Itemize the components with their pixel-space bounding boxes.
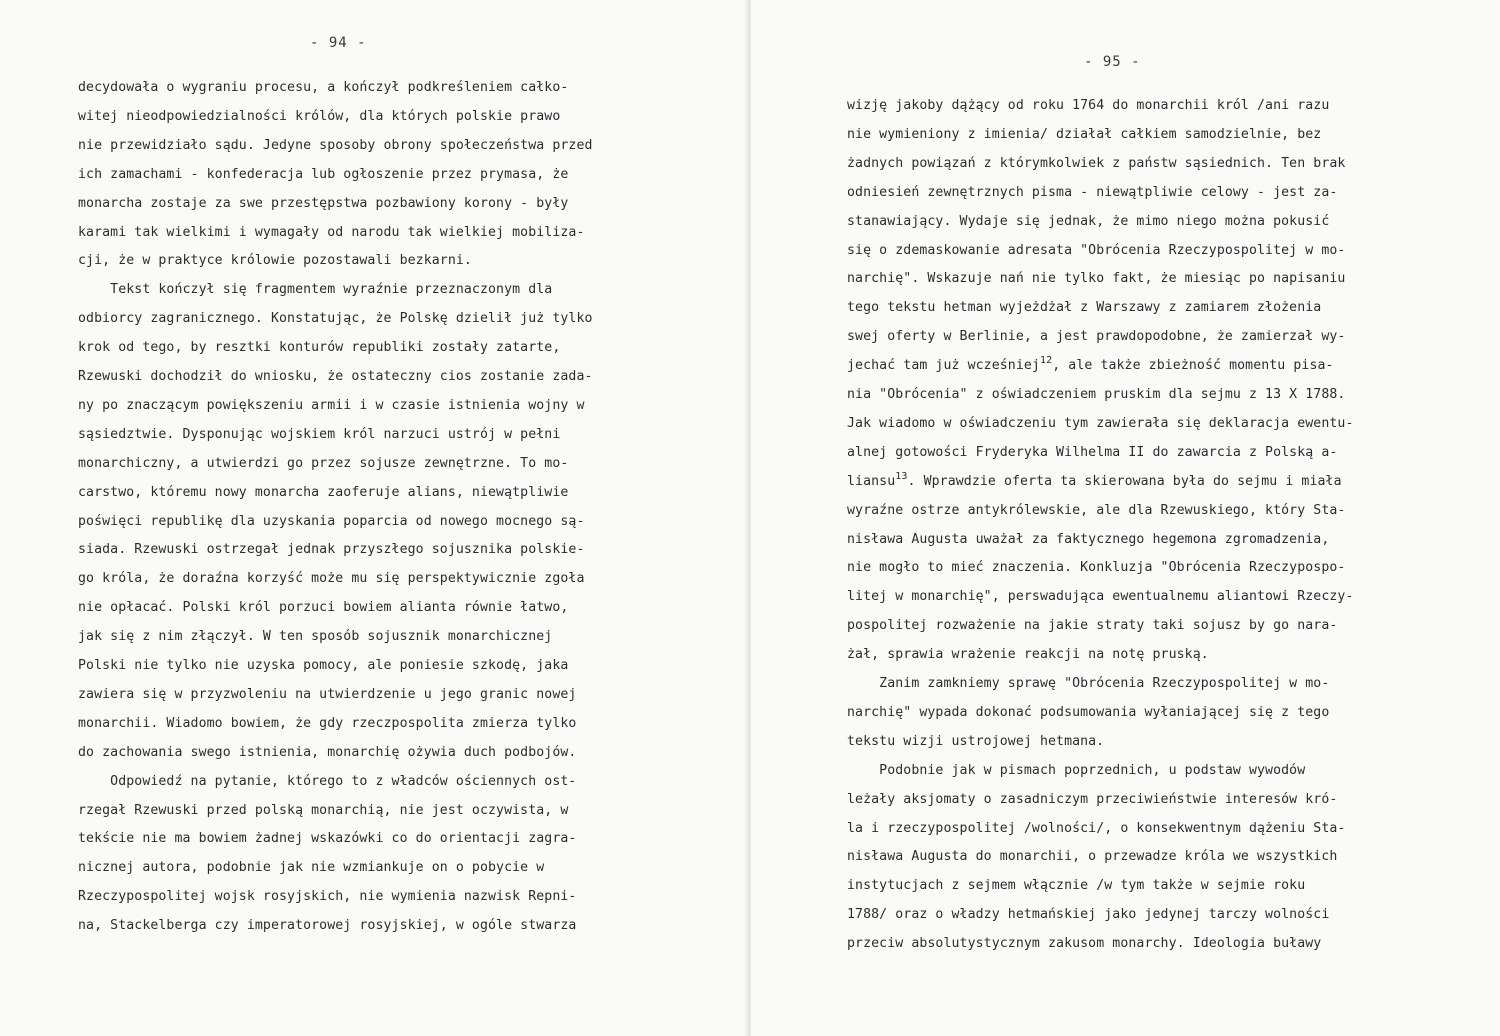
left-page-line (78, 629, 552, 645)
line-text: zawiera się w przyzwoleniu na utwierdzenie u jego granic nowej (78, 686, 577, 702)
left-page-line (78, 658, 568, 674)
right-page-line (847, 214, 1329, 230)
right-page-line (847, 156, 1345, 172)
right-page-line (847, 355, 1334, 374)
right-page-line (847, 445, 1337, 461)
line-text: żał, sprawia wrażenie reakcji na notę pruską. (847, 647, 1209, 663)
left-page-line (78, 485, 568, 501)
left-page-line (78, 456, 568, 472)
line-text: Podobnie jak w pismach poprzednich, u podstaw wywodów (847, 762, 1306, 778)
line-text: Zanim zamkniemy sprawę "Obrócenia Rzeczypospolitej w mo- (847, 676, 1330, 691)
line-text: tekstu wizji ustrojowej hetmana. (847, 733, 1105, 749)
left-page-line (78, 311, 593, 327)
line-text: krok od tego, by resztki konturów republiki zostały zatarte, (78, 340, 561, 356)
left-page-line (78, 831, 576, 847)
line-text: liansu (847, 473, 896, 489)
footnote-reference: 12 (1039, 355, 1053, 367)
left-page-line (78, 167, 568, 183)
line-text: monarchiczny, a utwierdzi go przez sojusze zewnętrzne. To mo- (78, 455, 569, 471)
line-text: go króla, że doraźna korzyść może mu się perspektywicznie zgoła (78, 571, 585, 587)
line-text: wizję jakoby dążący od roku 1764 do monarchii król /ani razu (847, 98, 1330, 113)
line-text: wyraźne ostrze antykrólewskie, ale dla Rzewuskiego, który Sta- (847, 502, 1346, 518)
right-page-line (847, 792, 1337, 808)
right-page-line (847, 618, 1337, 634)
line-text: żadnych powiązań z którymkolwiek z państw sąsiednich. Ten brak (847, 155, 1346, 171)
line-text: poświęci republikę dla uzyskania poparcia od nowego mocnego są- (78, 513, 585, 529)
line-text: ny po znaczącym powiększeniu armii i w czasie istnienia wojny w (78, 397, 585, 413)
line-text: carstwo, któremu nowy monarcha zaoferuje alians, niewątpliwie (78, 484, 569, 500)
line-text: litej w monarchię", perswadująca ewentualnemu aliantowi Rzeczy- (847, 589, 1354, 605)
left-page-line (78, 889, 576, 905)
left-page-line (78, 398, 585, 414)
line-text: witej nieodpowiedzialności królów, dla których polskie prawo (78, 108, 561, 124)
left-page-line (78, 225, 585, 241)
line-text: swej oferty w Berlinie, a jest prawdopodobne, że zamierzał wy- (847, 329, 1346, 345)
line-text: do zachowania swego istnienia, monarchię ożywia duch podbojów. (78, 744, 577, 760)
left-page-line (78, 918, 576, 934)
left-page-line (78, 253, 472, 269)
line-text: Rzewuski dochodził do wniosku, że ostateczny cios zostanie zada- (78, 369, 593, 384)
left-page-line (78, 774, 576, 790)
right-page-line (847, 127, 1321, 143)
line-text: Rzeczypospolitej wojsk rosyjskich, nie wymienia nazwisk Repni- (78, 889, 577, 905)
left-page-line (78, 600, 568, 616)
left-page-line (78, 282, 552, 298)
right-page-line (847, 470, 1342, 490)
line-text: siada. Rzewuski ostrzegał jednak przyszłego sojusznika polskie- (78, 542, 585, 558)
left-page-line (78, 687, 576, 703)
left-page-line (78, 109, 560, 125)
line-text: odbiorcy zagranicznego. Konstatując, że Polskę dzielił już tylko (78, 311, 593, 327)
line-text: nie opłacać. Polski król porzuci bowiem alianta równie łatwo, (78, 600, 569, 616)
line-text: tekście nie ma bowiem żadnej wskazówki co do orientacji zagra- (78, 831, 577, 847)
left-page-line (78, 860, 544, 876)
line-text: decydowała o wygraniu procesu, a kończył podkreśleniem całko- (78, 80, 569, 95)
line-text-continuation: , ale także zbieżność momentu pisa- (1052, 358, 1334, 374)
left-page-line (78, 427, 560, 443)
line-text: na, Stackelberga czy imperatorowej rosyjskiej, w ogóle stwarza (78, 918, 577, 934)
right-page-line (847, 705, 1329, 721)
line-text: nie mogło to mieć znaczenia. Konkluzja "Obrócenia Rzeczypospo- (847, 560, 1346, 576)
right-page-line (847, 300, 1321, 316)
line-text: 1788/ oraz o władzy hetmańskiej jako jedynej tarczy wolności (847, 907, 1330, 923)
right-page-line (847, 821, 1345, 837)
line-text: jechać tam już wcześniej (847, 358, 1040, 374)
right-page-line (847, 936, 1321, 952)
right-page-line (847, 560, 1345, 576)
left-page-line (78, 803, 568, 819)
right-page (751, 0, 1500, 1036)
line-text: Tekst kończył się fragmentem wyraźnie przeznaczonym dla (78, 282, 553, 298)
line-text: monarcha zostaje za swe przestępstwa pozbawiony korony - były (78, 195, 569, 211)
line-text: pospolitej rozważenie na jakie straty taki sojusz by go nara- (847, 618, 1338, 634)
line-text: stanawiający. Wydaje się jednak, że mimo niego można pokusić (847, 213, 1330, 229)
right-page-line (847, 329, 1345, 345)
line-text: nisława Augusta do monarchii, o przewadze króla we wszystkich (847, 849, 1338, 865)
left-page-line (78, 138, 593, 154)
left-page-line (78, 80, 568, 96)
line-text: ich zamachami - konfederacja lub ogłoszenie przez prymasa, że (78, 166, 569, 182)
line-text: cji, że w praktyce królowie pozostawali bezkarni. (78, 253, 472, 269)
left-page-line (78, 716, 576, 732)
left-page (0, 0, 749, 1036)
line-text: nie przewidziało sądu. Jedyne sposoby obrony społeczeństwa przed (78, 137, 593, 153)
line-text: alnej gotowości Fryderyka Wilhelma II do zawarcia z Polską a- (847, 444, 1338, 460)
right-page-line (847, 878, 1305, 894)
right-page-line (847, 849, 1337, 865)
left-page-line (78, 340, 560, 356)
line-text: nia "Obrócenia" z oświadczeniem pruskim dla sejmu z 13 X 1788. (847, 387, 1346, 402)
right-page-line (847, 503, 1345, 519)
right-page-line (847, 676, 1329, 692)
line-text: sąsiedztwie. Dysponując wojskiem król narzuci ustrój w pełni (78, 426, 561, 442)
line-text: narchię" wypada dokonać podsumowania wyłaniającej się z tego (847, 704, 1330, 720)
line-text: jak się z nim złączył. W ten sposób sojusznik monarchicznej (78, 629, 553, 645)
line-text: odniesień zewnętrznych pisma - niewątpliwie celowy - jest za- (847, 184, 1338, 200)
right-page-line (847, 185, 1337, 201)
right-page-line (847, 763, 1305, 779)
line-text: la i rzeczypospolitej /wolności/, o konsekwentnym dążeniu Sta- (847, 820, 1346, 836)
left-page-line (78, 196, 568, 212)
left-page-line (78, 369, 593, 385)
page-number-left: - 94 - (310, 35, 367, 51)
line-text: się o zdemaskowanie adresata "Obrócenia Rzeczypospolitej w mo- (847, 242, 1346, 258)
page-number-right: - 95 - (1084, 54, 1141, 70)
line-text: instytucjach z sejmem włącznie /w tym także w sejmie roku (847, 878, 1306, 894)
right-page-line (847, 416, 1354, 432)
right-page-line (847, 532, 1329, 548)
right-page-line (847, 387, 1345, 403)
line-text-continuation: . Wprawdzie oferta ta skierowana była do sejmu i miała (907, 473, 1342, 489)
footnote-reference: 13 (895, 470, 908, 482)
left-page-line (78, 514, 585, 530)
line-text: Polski nie tylko nie uzyska pomocy, ale poniesie szkodę, jaka (78, 658, 569, 673)
right-page-line (847, 243, 1345, 259)
right-page-line (847, 98, 1329, 114)
line-text: Odpowiedź na pytanie, którego to z władców ościennych ost- (78, 773, 577, 789)
line-text: leżały aksjomaty o zasadniczym przeciwieństwie interesów kró- (847, 791, 1338, 807)
line-text: nisława Augusta uważał za faktycznego hegemona zgromadzenia, (847, 531, 1330, 547)
line-text: monarchii. Wiadomo bowiem, że gdy rzeczpospolita zmierza tylko (78, 715, 577, 731)
line-text: tego tekstu hetman wyjeżdżał z Warszawy z zamiarem złożenia (847, 300, 1322, 316)
right-page-line (847, 589, 1354, 605)
right-page-line (847, 647, 1209, 663)
left-page-line (78, 745, 576, 761)
line-text: rzegał Rzewuski przed polską monarchią, nie jest oczywista, w (78, 802, 569, 818)
line-text: nie wymieniony z imienia/ działał całkiem samodzielnie, bez (847, 126, 1322, 142)
left-page-line (78, 542, 585, 558)
left-page-line (78, 571, 585, 587)
line-text: Jak wiadomo w oświadczeniu tym zawierała się deklaracja ewentu- (847, 415, 1354, 431)
right-page-line (847, 734, 1104, 750)
right-page-line (847, 271, 1345, 287)
line-text: przeciw absolutystycznym zakusom monarchy. Ideologia buławy (847, 936, 1322, 952)
line-text: karami tak wielkimi i wymagały od narodu tak wielkiej mobiliza- (78, 224, 585, 240)
line-text: nicznej autora, podobnie jak nie wzmiankuje on o pobycie w (78, 860, 545, 876)
line-text: narchię". Wskazuje nań nie tylko fakt, że miesiąc po napisaniu (847, 271, 1346, 287)
right-page-line (847, 907, 1329, 923)
